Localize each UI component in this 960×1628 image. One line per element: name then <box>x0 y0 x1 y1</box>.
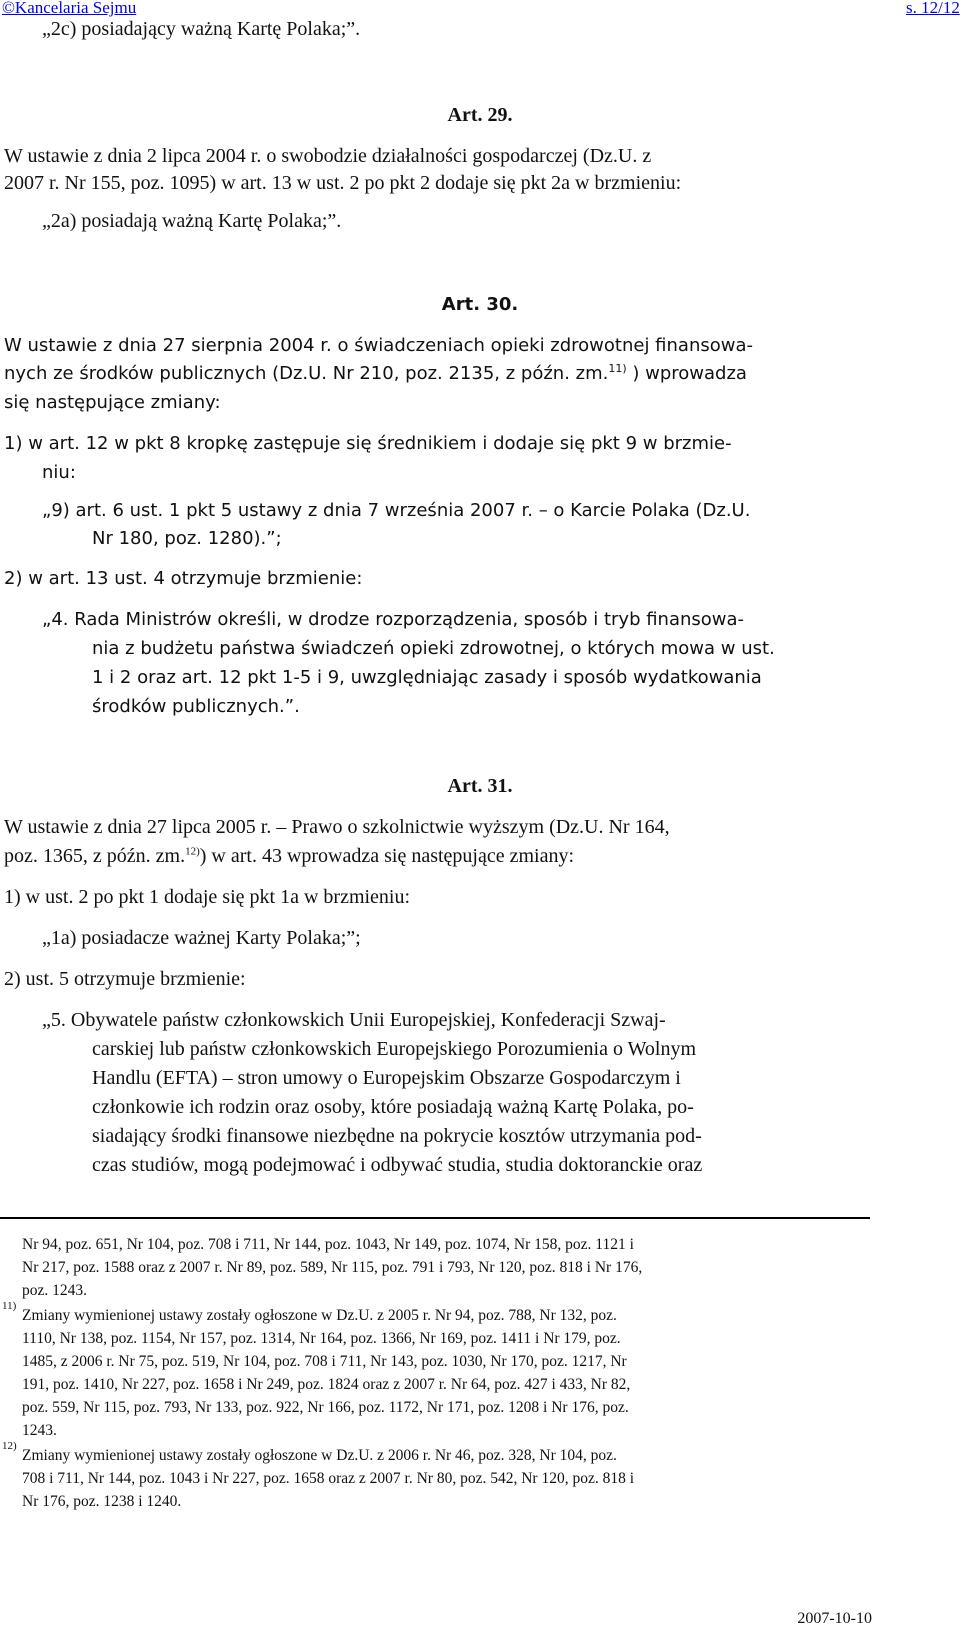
text-line: „1a) posiadacze ważnej Karty Polaka;”; <box>42 927 361 949</box>
footnote-line: 1110, Nr 138, poz. 1154, Nr 157, poz. 1314, Nr 164, poz. 1366, Nr 169, poz. 1411 i Nr 179, poz. <box>22 1330 621 1347</box>
footnote-marker: 12) <box>2 1440 17 1452</box>
footnote-marker: 11) <box>2 1300 17 1312</box>
footnote-reference: 11) <box>608 362 627 375</box>
text-line <box>4 845 574 868</box>
text-line: 2) w art. 13 ust. 4 otrzymuje brzmienie: <box>4 568 363 589</box>
article-heading: Art. 29. <box>447 104 513 126</box>
footnote-line: 708 i 711, Nr 144, poz. 1043 i Nr 227, poz. 1658 oraz z 2007 r. Nr 80, poz. 542, Nr 120, poz. 818 i <box>22 1470 635 1487</box>
footnote-line: poz. 1243. <box>22 1282 88 1299</box>
text-line: „2a) posiadają ważną Kartę Polaka;”. <box>42 210 342 232</box>
text-segment: ) wprowadza <box>632 363 747 384</box>
page-date: 2007-10-10 <box>797 1610 872 1627</box>
footnote-reference: 12) <box>185 845 200 858</box>
text-line: nia z budżetu państwa świadczeń opieki zdrowotnej, o których mowa w ust. <box>92 638 775 659</box>
text-line: „5. Obywatele państw członkowskich Unii Europejskiej, Konfederacji Szwaj- <box>42 1009 666 1031</box>
article-heading: Art. 30. <box>441 294 519 315</box>
text-line <box>4 363 747 384</box>
article-heading: Art. 31. <box>447 775 513 797</box>
text-line: 1) w art. 12 w pkt 8 kropkę zastępuje się średnikiem i dodaje się pkt 9 w brzmie- <box>4 433 732 454</box>
footnote-line: poz. 559, Nr 115, poz. 793, Nr 133, poz. 922, Nr 166, poz. 1172, Nr 171, poz. 1208 i Nr 176, poz. <box>22 1399 629 1416</box>
text-segment: poz. 1365, z późn. zm. <box>4 845 186 867</box>
text-line: „9) art. 6 ust. 1 pkt 5 ustawy z dnia 7 września 2007 r. – o Karcie Polaka (Dz.U. <box>42 500 751 521</box>
text-line: czas studiów, mogą podejmować i odbywać studia, studia doktoranckie oraz <box>92 1154 703 1176</box>
footnote-line: 1243. <box>22 1422 57 1439</box>
footnote-line: Nr 176, poz. 1238 i 1240. <box>22 1493 182 1510</box>
text-line: środków publicznych.”. <box>92 696 300 717</box>
text-line: członkowie ich rodzin oraz osoby, które posiadają ważną Kartę Polaka, po- <box>92 1096 694 1118</box>
text-line: carskiej lub państw członkowskich Europejskiego Porozumienia o Wolnym <box>92 1038 697 1060</box>
footnote-separator <box>0 1217 870 1219</box>
text-line: siadający środki finansowe niezbędne na pokrycie kosztów utrzymania pod- <box>92 1125 702 1147</box>
text-line: W ustawie z dnia 27 sierpnia 2004 r. o świadczeniach opieki zdrowotnej finansowa- <box>4 335 754 356</box>
text-line: 1 i 2 oraz art. 12 pkt 1-5 i 9, uwzględniając zasady i sposób wydatkowania <box>92 667 762 688</box>
footnote-line: Nr 94, poz. 651, Nr 104, poz. 708 i 711, Nr 144, poz. 1043, Nr 149, poz. 1074, Nr 158, poz. 1121 i <box>22 1236 634 1253</box>
text-line: „2c) posiadający ważną Kartę Polaka;”. <box>42 18 361 40</box>
text-line: W ustawie z dnia 2 lipca 2004 r. o swobodzie działalności gospodarczej (Dz.U. z <box>4 145 652 167</box>
text-line: Nr 180, poz. 1280).”; <box>92 528 282 549</box>
text-line: Handlu (EFTA) – stron umowy o Europejskim Obszarze Gospodarczym i <box>92 1067 681 1089</box>
text-segment: ) w art. 43 wprowadza się następujące zmiany: <box>199 845 575 867</box>
text-line: 2007 r. Nr 155, poz. 1095) w art. 13 w ust. 2 po pkt 2 dodaje się pkt 2a w brzmieniu: <box>4 172 682 194</box>
text-line: 2) ust. 5 otrzymuje brzmienie: <box>4 968 246 990</box>
text-line: niu: <box>42 462 76 483</box>
text-line: 1) w ust. 2 po pkt 1 dodaje się pkt 1a w brzmieniu: <box>4 886 411 908</box>
text-segment: nych ze środków publicznych (Dz.U. Nr 210, poz. 2135, z późn. zm. <box>4 363 609 384</box>
footnote-line: 1485, z 2006 r. Nr 75, poz. 519, Nr 104, poz. 708 i 711, Nr 143, poz. 1030, Nr 170, poz. 1217, Nr <box>22 1353 627 1370</box>
footnote-line: Zmiany wymienionej ustawy zostały ogłoszone w Dz.U. z 2005 r. Nr 94, poz. 788, Nr 132, poz. <box>22 1307 617 1324</box>
header-page-number-link[interactable]: s. 12/12 <box>906 0 960 17</box>
text-line: „4. Rada Ministrów określi, w drodze rozporządzenia, sposób i tryb finansowa- <box>42 609 745 630</box>
header-copyright-link[interactable]: ©Kancelaria Sejmu <box>2 0 137 17</box>
footnote-line: Zmiany wymienionej ustawy zostały ogłoszone w Dz.U. z 2006 r. Nr 46, poz. 328, Nr 104, poz. <box>22 1447 617 1464</box>
footnote-line: Nr 217, poz. 1588 oraz z 2007 r. Nr 89, poz. 589, Nr 115, poz. 791 i 793, Nr 120, poz. 818 i Nr 176, <box>22 1259 643 1276</box>
footnote-line: 191, poz. 1410, Nr 227, poz. 1658 i Nr 249, poz. 1824 oraz z 2007 r. Nr 64, poz. 427 i 433, Nr 82, <box>22 1376 631 1393</box>
text-line: się następujące zmiany: <box>4 392 221 413</box>
text-line: W ustawie z dnia 27 lipca 2005 r. – Prawo o szkolnictwie wyższym (Dz.U. Nr 164, <box>4 816 670 838</box>
